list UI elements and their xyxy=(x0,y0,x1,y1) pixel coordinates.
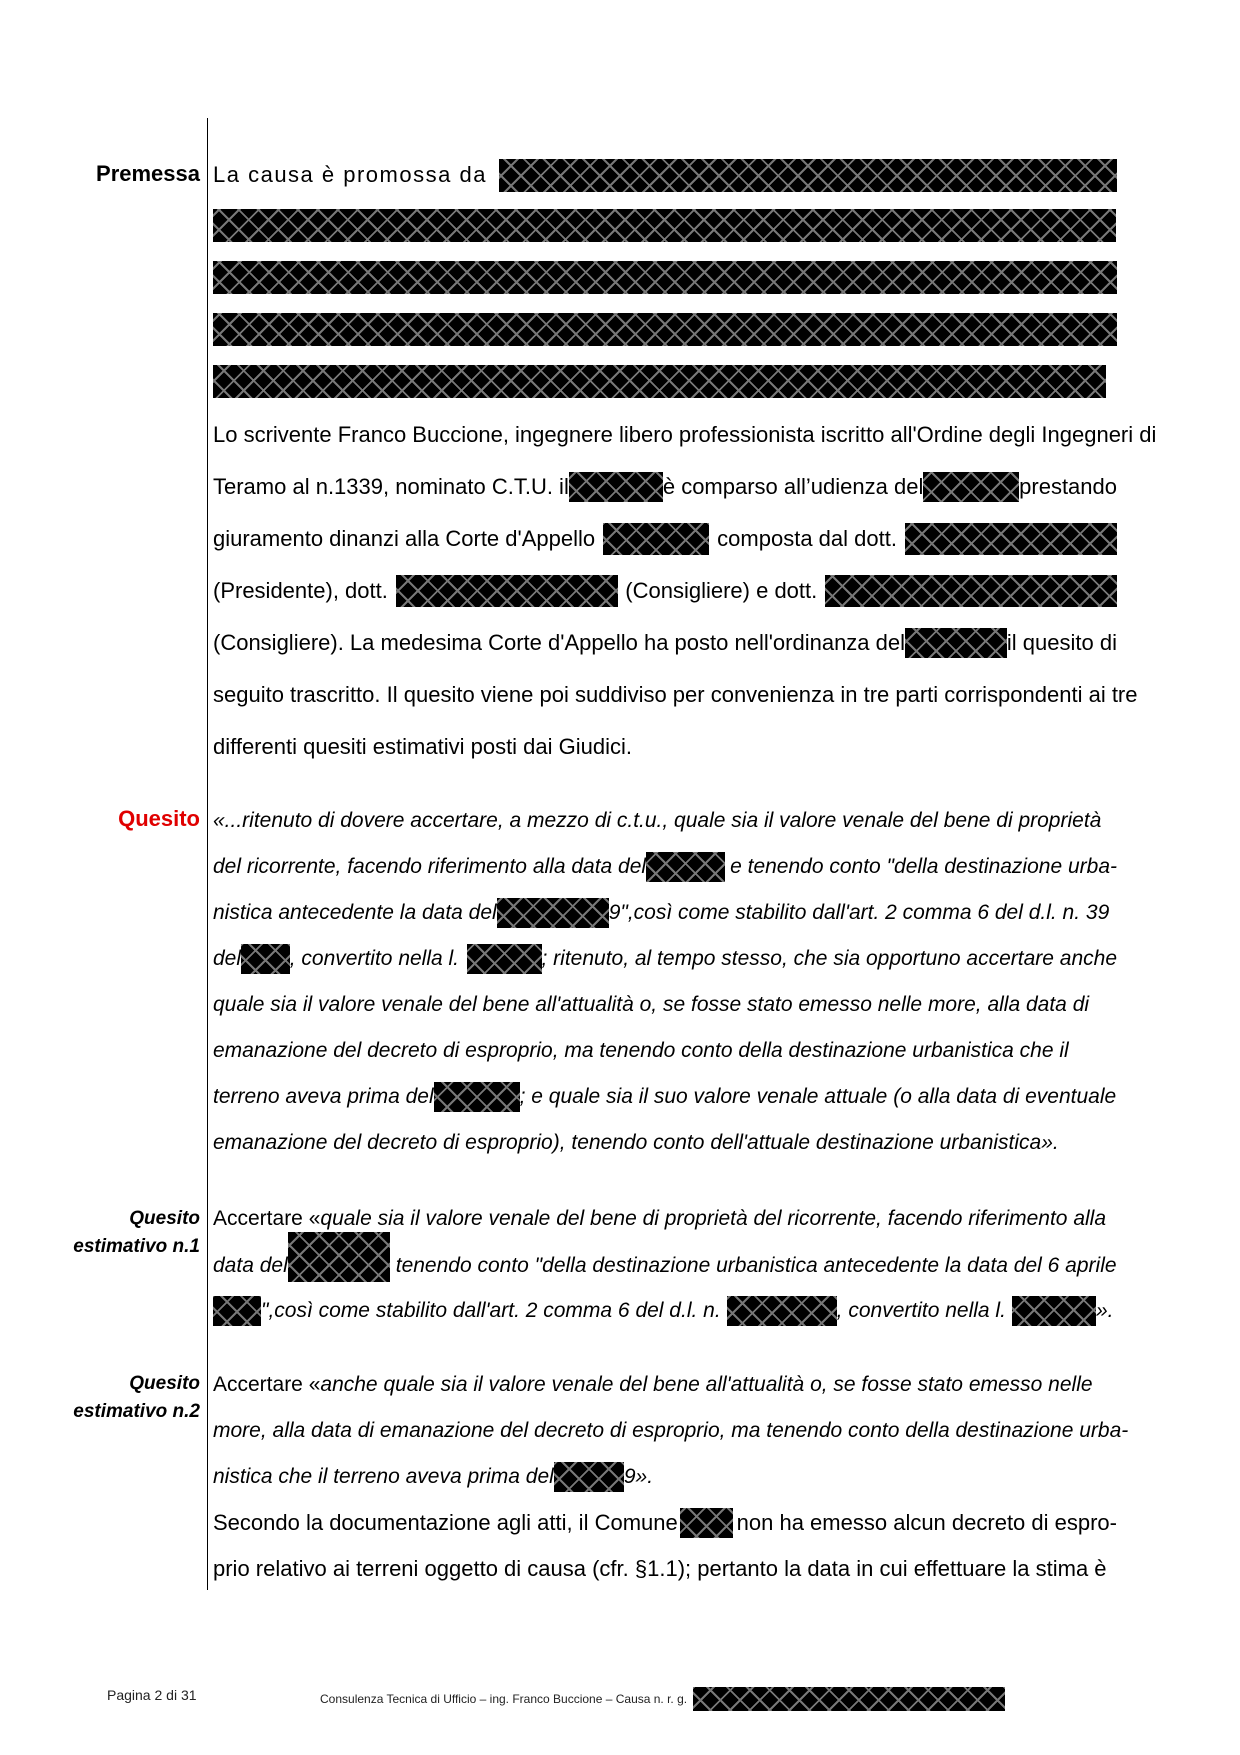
text-line: giuramento dinanzi alla Corte d'Appello composta dal dott. xyxy=(213,522,1117,556)
redaction-line xyxy=(213,260,1117,294)
text-line: (Presidente), dott. (Consigliere) e dott. xyxy=(213,574,1117,608)
redaction-box xyxy=(213,1296,261,1326)
redaction-box xyxy=(569,472,663,502)
redaction-box xyxy=(288,1232,390,1282)
redaction-box xyxy=(434,1082,520,1112)
text-line: emanazione del decreto di esproprio, ma tenendo conto della destinazione urbanistica che il xyxy=(213,1039,1069,1062)
label-premessa: Premessa xyxy=(96,161,200,186)
redaction-line xyxy=(213,312,1117,346)
margin-rule xyxy=(207,118,208,1590)
redaction-line xyxy=(213,208,1117,242)
text-line: ",così come stabilito dall'art. 2 comma 6 del d.l. n. , convertito nella l. ». xyxy=(213,1295,1117,1327)
text-line: differenti quesiti estimativi posti dai Giudici. xyxy=(213,734,633,759)
redaction-box xyxy=(825,575,1117,607)
text-line: Lo scrivente Franco Buccione, ingegnere libero professionista iscritto all'Ordine degli Ingegneri di xyxy=(213,422,1157,447)
redaction-box xyxy=(499,159,1117,192)
redaction-box xyxy=(213,209,1116,242)
redaction-box xyxy=(603,523,709,555)
text-line: quale sia il valore venale del bene all'attualità o, se fosse stato emesso nelle more, alla data di xyxy=(213,993,1090,1016)
footer-title: Consulenza Tecnica di Ufficio – ing. Franco Buccione – Causa n. r. g. xyxy=(320,1687,1005,1711)
text-line: nistica che il terreno aveva prima del 9». xyxy=(213,1461,1117,1493)
text-line: del , convertito nella l. ; ritenuto, al tempo stesso, che sia opportuno accertare anche xyxy=(213,943,1117,975)
text-line: data del tenendo conto "della destinazione urbanistica antecedente la data del 6 aprile xyxy=(213,1249,1117,1283)
redaction-box xyxy=(213,261,1117,294)
redaction-box xyxy=(241,944,290,974)
text-line: (Consigliere). La medesima Corte d'Appello ha posto nell'ordinanza del il quesito di xyxy=(213,626,1117,660)
redaction-box xyxy=(554,1462,624,1492)
text-line: prio relativo ai terreni oggetto di causa (cfr. §1.1); pertanto la data in cui effettuare la stima è xyxy=(213,1556,1107,1581)
redaction-box xyxy=(213,365,1106,398)
text-line: more, alla data di emanazione del decreto di esproprio, ma tenendo conto della destinazione urba- xyxy=(213,1419,1129,1442)
redaction-box xyxy=(693,1687,1005,1711)
text-line: Accertare « anche quale sia il valore venale del bene all'attualità o, se fosse stato emesso nelle xyxy=(213,1373,1093,1396)
text-line: emanazione del decreto di esproprio), tenendo conto dell'attuale destinazione urbanistica». xyxy=(213,1131,1059,1154)
text-line: nistica antecedente la data del 9",così come stabilito dall'art. 2 comma 6 del d.l. n. 39 xyxy=(213,897,1117,929)
redaction-box xyxy=(1012,1296,1096,1326)
text-line: seguito trascritto. Il quesito viene poi suddiviso per convenienza in tre parti corrispondenti ai tre xyxy=(213,682,1138,707)
footer-page-number: Pagina 2 di 31 xyxy=(107,1687,197,1703)
text-line: «...ritenuto di dovere accertare, a mezzo di c.t.u., quale sia il valore venale del bene di proprietà xyxy=(213,809,1102,832)
redaction-box xyxy=(646,852,725,882)
redaction-box xyxy=(497,898,609,928)
redaction-box xyxy=(727,1296,837,1326)
text-line: La causa è promossa da xyxy=(213,158,1117,192)
redaction-box xyxy=(680,1508,733,1538)
text-line: Secondo la documentazione agli atti, il Comune non ha emesso alcun decreto di espro- xyxy=(213,1507,1117,1539)
text-line: del ricorrente, facendo riferimento alla data del e tenendo conto "della destinazione urba- xyxy=(213,851,1117,883)
label-quesito: Quesito xyxy=(118,806,200,831)
redaction-line xyxy=(213,364,1117,398)
redaction-box xyxy=(905,628,1007,658)
redaction-box xyxy=(923,472,1019,502)
text-line: Teramo al n.1339, nominato C.T.U. il è comparso all’udienza del prestando xyxy=(213,470,1117,504)
redaction-box xyxy=(905,523,1117,555)
label-quesito-estimativo-1: Quesito estimativo n.1 xyxy=(73,1208,200,1257)
redaction-box xyxy=(467,944,542,974)
redaction-box xyxy=(396,575,618,607)
text-line: Accertare « quale sia il valore venale del bene di proprietà del ricorrente, facendo riferimento alla xyxy=(213,1207,1107,1230)
redaction-box xyxy=(213,313,1117,346)
label-quesito-estimativo-2: Quesito estimativo n.2 xyxy=(73,1373,200,1422)
text-line: terreno aveva prima del ; e quale sia il suo valore venale attuale (o alla data di eventuale xyxy=(213,1081,1117,1113)
